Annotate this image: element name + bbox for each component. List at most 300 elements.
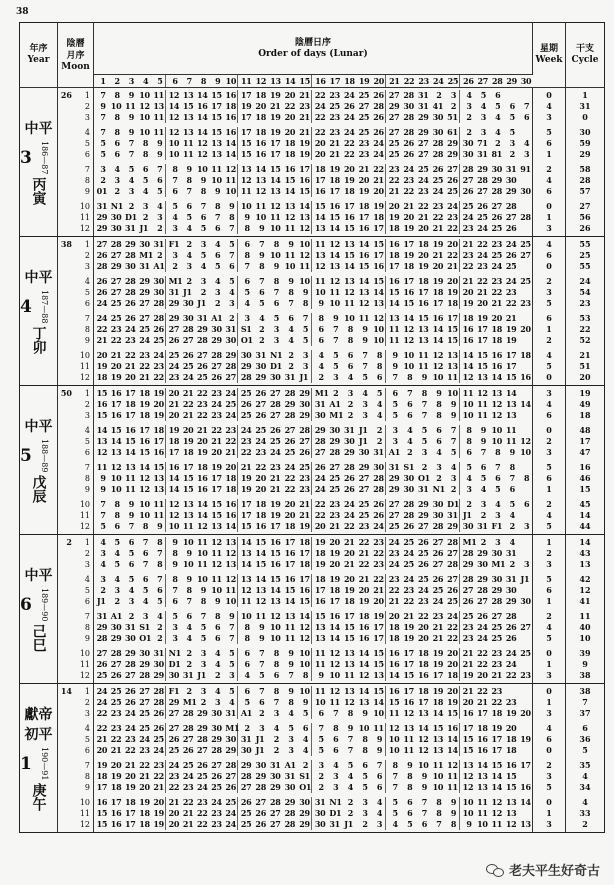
day-group [94,399,166,410]
solar-date: 20 [197,436,208,446]
moon-header-en: Moon [61,61,90,72]
day-group [312,797,386,808]
solar-date: 9 [172,537,178,547]
solar-date: 24 [505,648,517,658]
solar-date: 11 [240,596,252,606]
solar-date: 4 [214,659,221,669]
solar-date: 8 [466,436,472,446]
day-group [94,596,166,607]
solar-date: 21 [110,745,122,755]
solar-date: 29 [299,388,310,398]
solar-date: 20 [255,473,266,483]
month-day-row [94,436,532,447]
solar-date: 29 [417,510,429,520]
solar-date: 14 [197,90,208,100]
intro-day [58,745,72,756]
solar-date: 21 [270,473,281,483]
solar-date: 17 [358,212,370,222]
solar-date: 20 [403,212,414,222]
solar-date: 7 [523,101,530,111]
solar-date: 25 [520,276,531,286]
solar-date: 31 [447,510,458,520]
solar-date: 8 [114,510,120,520]
solar-date: 25 [417,548,429,558]
solar-date: 8 [436,399,442,409]
solar-date: 2 [436,90,442,100]
solar-date: 15 [270,548,281,558]
solar-date: 4 [244,298,250,308]
weekday-value: 0 [546,797,552,807]
week-cell [533,684,566,833]
week-cell [533,237,566,386]
solar-date: 11 [125,101,136,111]
solar-date: 26 [96,287,108,297]
solar-date: 10 [373,324,384,334]
solar-date: 30 [240,745,252,755]
day-group [94,633,166,644]
solar-date: 23 [182,782,194,792]
solar-date: 10 [110,101,122,111]
solar-date: 3 [362,797,368,807]
day-group [238,723,312,734]
solar-date: 24 [417,175,429,185]
solar-date: 25 [153,734,164,744]
solar-date: 20 [447,276,458,286]
solar-date: 19 [344,175,355,185]
day-group [166,559,238,570]
solar-date: 6 [376,782,383,792]
weekday-value: 0 [546,201,552,211]
solar-date: 31 [329,819,340,829]
solar-date: 17 [403,659,414,669]
solar-date: 5 [421,425,427,435]
solar-date: 24 [96,686,108,696]
solar-date: 21 [462,276,474,286]
solar-date: 16 [388,659,400,669]
weekday-value: 2 [546,436,552,446]
solar-date: 7 [142,537,149,547]
solar-date: 18 [255,112,266,122]
day-group [312,101,386,112]
day-group [386,250,460,261]
solar-date: 21 [505,313,517,323]
solar-date: 29 [447,149,458,159]
solar-date: 27 [358,101,370,111]
solar-date: 16 [299,175,310,185]
solar-date: 12 [477,388,488,398]
day-group [460,90,532,101]
solar-date: 22 [197,808,208,818]
solar-date: 6 [333,745,339,755]
cycle-value: 24 [579,276,591,286]
solar-date: 9 [288,648,294,658]
solar-date: 4 [128,585,134,595]
cycle-value: 25 [579,250,591,260]
day-number-label: 8 [200,76,207,86]
solar-date: 19 [240,101,252,111]
month-number: 11 [79,660,90,669]
solar-date: 7 [244,261,250,271]
solar-date: S1 [139,622,150,632]
solar-date: 6 [244,276,250,286]
day-number-label: 15 [299,76,310,86]
month-day-row [94,127,532,138]
solar-date: 23 [505,287,517,297]
solar-date: 28 [139,670,150,680]
solar-date: M1 [182,697,197,707]
solar-date: 31 [153,239,164,249]
solar-date: 11 [477,808,488,818]
solar-date: 25 [211,782,222,792]
solar-date: 20 [284,510,296,520]
weekday-value: 2 [546,548,552,558]
solar-date: 7 [229,250,235,260]
solar-date: 24 [270,447,281,457]
year-header-en: Year [27,55,50,65]
solar-date: 7 [333,708,339,718]
solar-date: 27 [211,760,222,770]
month-day-row [94,760,532,771]
solar-date: 29 [299,808,310,818]
solar-date: 13 [225,537,236,547]
solar-date: 15 [477,361,488,371]
solar-date: 30 [520,186,531,196]
solar-date: 22 [403,596,414,606]
day-group [94,484,166,495]
weekday-value: 1 [546,659,552,669]
solar-date: 22 [314,90,326,100]
solar-date: 18 [505,745,517,755]
solar-date: 18 [447,298,458,308]
day-group [94,585,166,596]
day-group [460,686,532,697]
solar-date: 24 [255,436,266,446]
solar-date: 14 [520,797,531,807]
solar-date: 14 [240,537,252,547]
day-group [312,521,386,532]
cycle-value: 39 [579,648,591,658]
solar-date: 24 [491,261,502,271]
solar-date: 12 [110,462,122,472]
solar-date: 5 [229,276,235,286]
cycle-value: 29 [579,149,591,159]
solar-date: 21 [477,287,488,297]
solar-date: 17 [388,261,400,271]
solar-date: 20 [284,499,296,509]
solar-date: 25 [358,90,370,100]
day-group [238,473,312,484]
solar-date: 4 [100,537,106,547]
day-group [166,686,238,697]
solar-date: 3 [200,276,207,286]
solar-date: M1 [491,559,506,569]
solar-date: 6 [200,212,207,222]
day-group [460,484,532,495]
solar-date: 2 [347,797,353,807]
solar-date: 19 [462,298,474,308]
day-group [460,499,532,510]
solar-date: 29 [417,127,429,137]
day-group [238,670,312,681]
solar-date: 23 [358,149,370,159]
weekday-value: 6 [546,734,552,744]
solar-date: 15 [299,596,310,606]
solar-date: 22 [477,276,488,286]
solar-date: 16 [255,138,266,148]
wechat-icon [486,863,504,877]
month-number: 10 [79,351,90,360]
solar-date: 25 [505,261,517,271]
day-group [238,659,312,670]
intro-day [58,473,72,484]
solar-date: 27 [110,250,122,260]
solar-date: 20 [329,537,340,547]
day-group [386,138,460,149]
solar-date: 14 [329,622,340,632]
solar-date: 14 [284,596,296,606]
solar-date: 29 [240,760,252,770]
solar-date: 22 [417,201,429,211]
solar-date: 22 [284,484,296,494]
solar-date: 3 [302,350,309,360]
solar-date: 26 [432,548,444,558]
intro-day [58,734,72,745]
weekday-value: 5 [546,633,552,643]
solar-date: 31 [225,708,236,718]
solar-date: 13 [270,596,281,606]
solar-date: 16 [358,622,370,632]
solar-date: 24 [477,622,488,632]
solar-date: J1 [520,574,530,584]
solar-date: 6 [523,112,530,122]
solar-date: 5 [362,771,368,781]
days-cell [94,535,533,684]
solar-date: 10 [139,112,150,122]
solar-date: 30 [403,101,414,111]
solar-date: 22 [96,708,108,718]
solar-date: 12 [373,313,384,323]
solar-date: 15 [505,771,517,781]
solar-date: 3 [362,410,368,420]
month-day-row [94,138,532,149]
solar-date: 12 [255,596,266,606]
day-group [312,622,386,633]
solar-date: 13 [110,447,122,457]
solar-date: 22 [314,112,326,122]
solar-date: 2 [200,697,207,707]
solar-date: 11 [96,462,108,472]
solar-date: 14 [270,175,281,185]
solar-date: 16 [270,559,281,569]
solar-date: 20 [447,648,458,658]
day-group [386,372,460,383]
solar-date: 27 [284,425,296,435]
solar-date: 28 [153,686,164,696]
solar-date: 12 [299,223,310,233]
solar-date: 17 [432,298,444,308]
solar-date: 6 [229,261,235,271]
solar-date: 11 [211,164,222,174]
solar-date: 17 [432,670,444,680]
era-year-number: 5 [20,445,32,466]
solar-date: 5 [200,622,207,632]
solar-date: 16 [520,782,531,792]
solar-date: 24 [388,537,400,547]
solar-date: 29 [477,164,488,174]
day-group [94,276,166,287]
solar-date: 10 [270,633,281,643]
solar-date: 17 [240,127,252,137]
month-number: 12 [79,671,90,680]
solar-date: 23 [491,276,502,286]
solar-date: 8 [114,112,120,122]
day-group [386,239,460,250]
solar-date: 27 [139,313,150,323]
solar-date: 20 [520,324,531,334]
cycle-cell [566,535,605,684]
solar-date: 13 [388,313,400,323]
intro-day [58,808,72,819]
solar-date: 2 [362,819,368,829]
day-number-label: 7 [186,76,192,86]
solar-date: 21 [462,686,474,696]
solar-date: 16 [373,261,384,271]
solar-date: 21 [432,250,444,260]
day-group [460,276,532,287]
solar-date: 8 [347,324,353,334]
solar-date: 5 [392,808,398,818]
solar-date: 5 [392,410,398,420]
solar-date: 26 [373,510,384,520]
day-group [386,622,460,633]
solar-date: 26 [168,734,180,744]
solar-date: 22 [373,574,384,584]
solar-date: 31 [270,760,281,770]
solar-date: 12 [168,112,180,122]
solar-date: 10 [432,771,444,781]
day-group [460,75,532,87]
cycle-value: 57 [579,186,591,196]
day-group [94,473,166,484]
cycle-value: 41 [579,596,591,606]
solar-date: 27 [447,164,458,174]
solar-date: 15 [240,149,252,159]
weekday-value: 3 [546,670,552,680]
solar-date: 15 [403,298,414,308]
solar-date: 7 [259,686,265,696]
solar-date: A1 [153,261,165,271]
solar-date: 28 [299,425,310,435]
solar-date: 3 [333,782,339,792]
solar-date: 7 [392,372,398,382]
day-group [94,436,166,447]
day-group [386,559,460,570]
solar-date: 13 [240,574,252,584]
day-group [166,596,238,607]
month-number: 11 [79,362,90,371]
solar-date: 14 [197,127,208,137]
weekday-value: 2 [546,499,552,509]
solar-date: 6 [333,734,339,744]
solar-date: 14 [255,574,266,584]
solar-date: 21 [182,808,194,818]
solar-date: 6 [214,223,221,233]
solar-date: 10 [255,212,266,222]
solar-date: 24 [139,734,150,744]
solar-date: 7 [100,112,106,122]
solar-date: 5 [229,648,235,658]
solar-date: 3 [157,212,163,222]
day-group [460,447,532,458]
solar-date: 14 [403,313,414,323]
solar-date: 16 [358,250,370,260]
solar-date: 8 [509,462,515,472]
solar-date: 4 [376,410,383,420]
solar-date: 12 [197,521,208,531]
solar-date [520,771,529,782]
solar-date: 7 [259,276,265,286]
solar-date: 11 [153,90,164,100]
solar-date: 29 [168,298,180,308]
solar-date: 26 [373,499,384,509]
solar-date: 15 [462,745,474,755]
solar-date: 17 [329,596,340,606]
month-number: 12 [79,373,90,382]
solar-date: 6 [128,537,134,547]
solar-date: 25 [284,447,296,457]
solar-date: 5 [100,149,106,159]
solar-date: 16 [197,473,208,483]
solar-date: 16 [225,510,236,520]
solar-date: 10 [520,447,531,457]
day-group [312,734,386,745]
solar-date: 3 [288,734,294,744]
solar-date: 8 [244,223,250,233]
day-group [238,771,312,782]
solar-date: 25 [403,559,414,569]
day-group [386,808,460,819]
solar-date: 30 [314,410,326,420]
solar-date: 25 [462,611,474,621]
month-day-row [94,350,532,361]
solar-date: 26 [373,127,384,137]
day-group [460,287,532,298]
solar-date: 28 [403,499,414,509]
day-group [94,239,166,250]
solar-date [520,723,529,734]
solar-date: 4 [376,399,383,409]
weekday-value: 3 [546,559,552,569]
solar-date: 30 [240,350,252,360]
solar-date: 4 [523,138,530,148]
solar-date: 2 [100,585,106,595]
month-day-row [94,537,532,548]
solar-date: 20 [505,723,517,733]
solar-date: 9 [450,808,457,818]
solar-date: 29 [491,175,502,185]
intro-day [58,510,72,521]
solar-date: 18 [299,559,310,569]
solar-date: 3 [200,659,207,669]
day-group [238,75,312,87]
era-name: 中平 [24,270,53,287]
day-group [238,164,312,175]
solar-date: 27 [96,239,108,249]
solar-date: 2 [186,659,192,669]
era-name: 中平 [24,568,53,585]
solar-date: 21 [125,361,136,371]
solar-date: 10 [344,313,355,323]
